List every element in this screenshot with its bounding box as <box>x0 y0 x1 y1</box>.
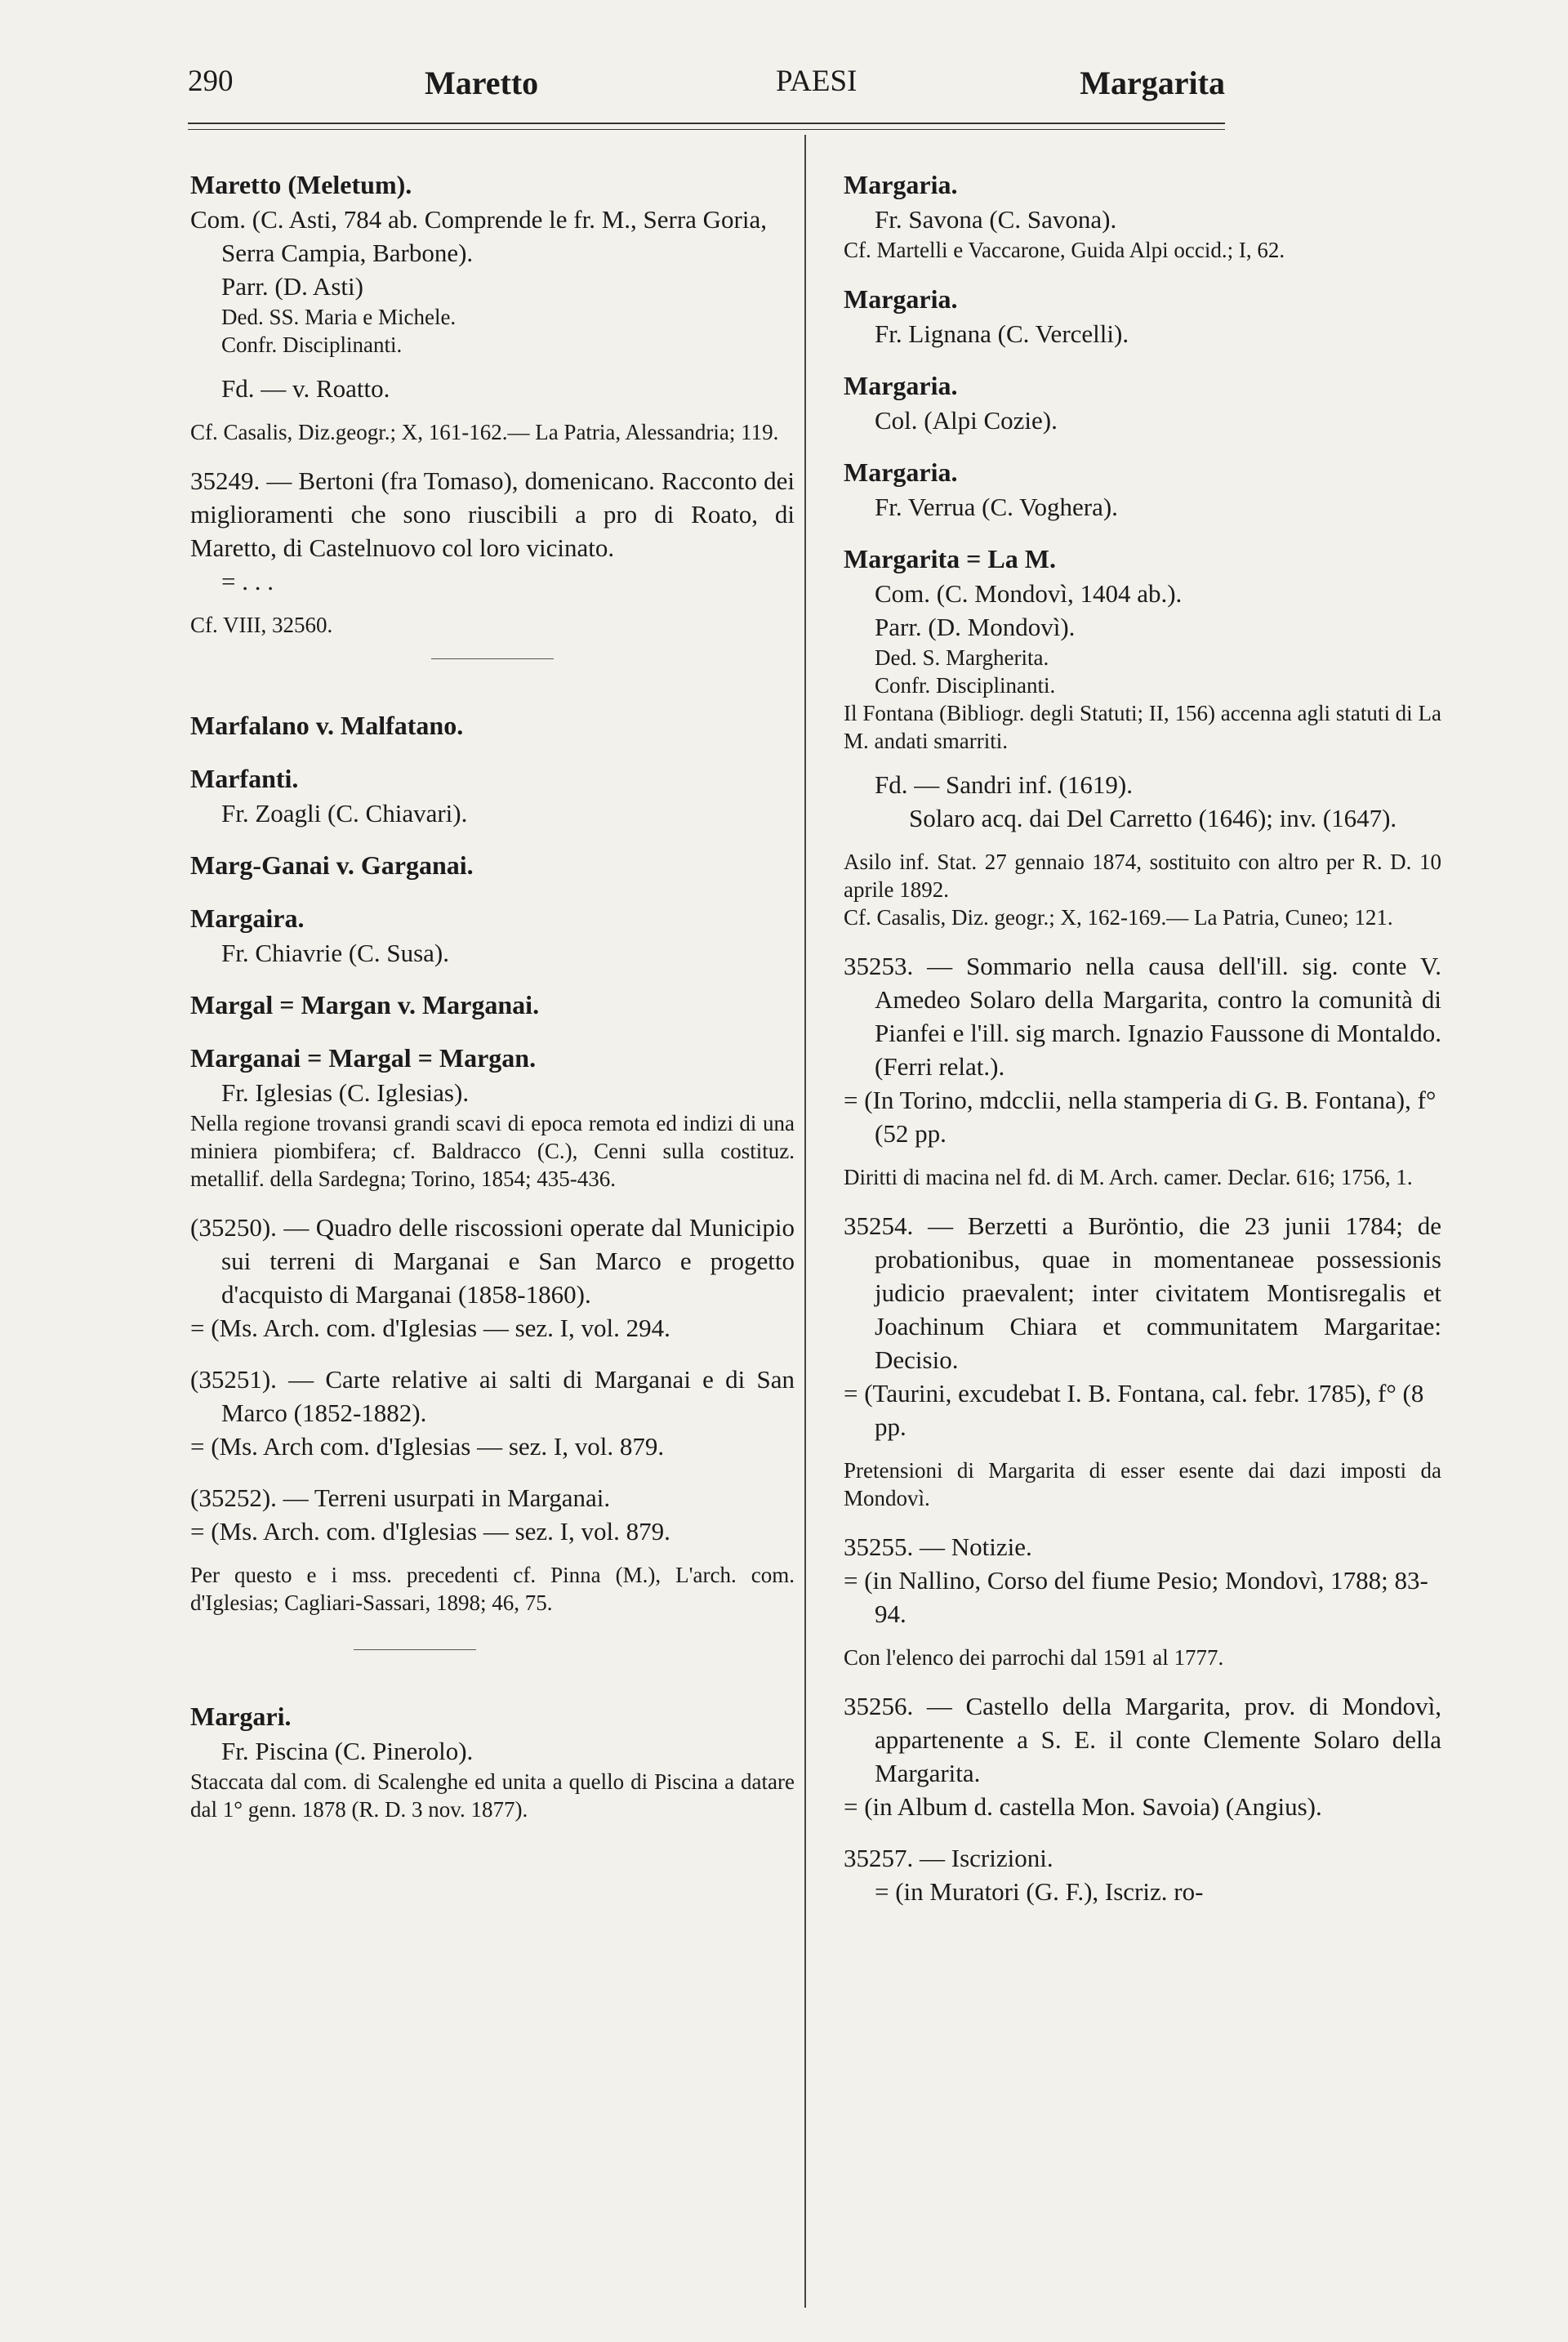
entry-line: Fr. Savona (C. Savona). <box>875 205 1117 234</box>
entry-title: Maretto (Meletum). <box>190 170 412 199</box>
entry-citation: Cf. VIII, 32560. <box>190 613 333 637</box>
entry-title: Margarita = La M. <box>844 544 1056 573</box>
header-left-term: Maretto <box>425 65 539 101</box>
entry-line: Solaro acq. dai Del Carretto (1646); inv. (1647). <box>909 804 1397 832</box>
entry-line: = (Ms. Arch. com. d'Iglesias — sez. I, vol. 294. <box>190 1314 670 1342</box>
entry-line: Fr. Verrua (C. Voghera). <box>875 493 1118 521</box>
entry-text: 35254. — Berzetti a Buröntio, die 23 junii 1784; de probationibus, quae in momentaneae possessionis judicio praevalent; inter civitatem Montisregalis et Joachinum Chiara et communitatem Margaritae: Decisio. <box>844 1211 1441 1374</box>
entry-text: (35252). — Terreni usurpati in Marganai. <box>190 1483 611 1512</box>
entry-marg-ganai <box>190 848 795 883</box>
entry-line: Com. (C. Asti, 784 ab. Comprende le fr. M., Serra Goria, Serra Campia, Barbone). <box>190 205 768 267</box>
entry-title: Margaira. <box>190 903 305 933</box>
entry-line: Parr. (D. Asti) <box>221 272 363 301</box>
entry-line: = (Taurini, excudebat I. B. Fontana, cal. febr. 1785), f° (8 pp. <box>844 1379 1424 1441</box>
entry-text: (35250). — Quadro delle riscossioni operate dal Municipio sui terreni di Marganai e San Marco e progetto d'acquisto di Marganai (1858-1860). <box>190 1213 795 1309</box>
entry-35250 <box>190 1211 795 1345</box>
separator <box>354 1649 476 1650</box>
entry-35254 <box>844 1209 1441 1512</box>
entry-title: Marg-Ganai v. Garganai. <box>190 850 474 880</box>
entry-title: Marfanti. <box>190 764 299 793</box>
entry-citation: Cf. Martelli e Vaccarone, Guida Alpi occid.; I, 62. <box>844 238 1285 262</box>
entry-marganai <box>190 1041 795 1193</box>
entry-title: Marganai = Margal = Margan. <box>190 1043 537 1073</box>
entry-line: Col. (Alpi Cozie). <box>875 406 1058 435</box>
entry-35257 <box>844 1841 1441 1908</box>
entry-line: = (in Muratori (G. F.), Iscriz. ro- <box>875 1877 1204 1906</box>
entry-note: Il Fontana (Bibliogr. degli Statuti; II, 156) accenna agli statuti di La M. andati smarriti. <box>844 701 1441 753</box>
entry-margari <box>190 1699 795 1823</box>
entry-text: 35256. — Castello della Margarita, prov. di Mondovì, appartenente a S. E. il conte Clemente Solaro della Margarita. <box>844 1692 1441 1787</box>
entry-35256 <box>844 1689 1441 1823</box>
entry-35253 <box>844 949 1441 1191</box>
separator <box>431 658 554 659</box>
entry-margaria-col <box>844 368 1441 437</box>
entry-title: Margal = Margan v. Marganai. <box>190 990 540 1019</box>
right-column <box>844 167 1441 1908</box>
entry-35252 <box>190 1481 795 1617</box>
entry-35251 <box>190 1363 795 1463</box>
entry-line: Fr. Lignana (C. Vercelli). <box>875 319 1129 348</box>
entry-marfanti <box>190 761 795 830</box>
entry-note: Con l'elenco dei parrochi dal 1591 al 1777. <box>844 1645 1224 1670</box>
entry-line: Confr. Disciplinanti. <box>875 673 1056 698</box>
entry-text: (35251). — Carte relative ai salti di Marganai e di San Marco (1852-1882). <box>190 1365 795 1427</box>
entry-line: = (In Torino, mdcclii, nella stamperia di G. B. Fontana), f° (52 pp. <box>844 1086 1437 1148</box>
entry-margaira <box>190 901 795 970</box>
entry-line: Fr. Chiavrie (C. Susa). <box>221 939 449 967</box>
entry-35249 <box>190 464 795 639</box>
entry-note: Nella regione trovansi grandi scavi di epoca remota ed indizi di una miniera piombifera; cf. Baldracco (C.), Cenni sulla costituz. metallif. della Sardegna; Torino, 1854; 435-436. <box>190 1111 795 1191</box>
entry-title: Margaria. <box>844 170 958 199</box>
entry-line: Ded. SS. Maria e Michele. <box>221 305 457 329</box>
entry-title: Margaria. <box>844 371 958 400</box>
entry-35255 <box>844 1530 1441 1671</box>
entry-title: Margari. <box>190 1702 292 1731</box>
running-header <box>188 64 1225 113</box>
entry-line: = (in Album d. castella Mon. Savoia) (Angius). <box>844 1792 1322 1821</box>
header-right-term: Margarita <box>1080 65 1225 101</box>
entry-line: Parr. (D. Mondovì). <box>875 613 1076 641</box>
entry-text: 35255. — Notizie. <box>844 1532 1032 1561</box>
header-rule-top <box>188 123 1225 124</box>
entry-line: Fd. — v. Roatto. <box>221 374 390 403</box>
entry-note: Asilo inf. Stat. 27 gennaio 1874, sostituito con altro per R. D. 10 aprile 1892. <box>844 850 1441 902</box>
entry-note: Diritti di macina nel fd. di M. Arch. camer. Declar. 616; 1756, 1. <box>844 1165 1413 1189</box>
header-section: PAESI <box>776 65 858 98</box>
entry-text: 35253. — Sommario nella causa dell'ill. sig. conte V. Amedeo Solaro della Margarita, contro la comunità di Pianfei e l'ill. sig march. Ignazio Faussone di Montaldo. (Ferri relat.). <box>844 952 1441 1081</box>
entry-line: = . . . <box>221 567 274 596</box>
entry-maretto <box>190 167 795 446</box>
entry-line: Fr. Zoagli (C. Chiavari). <box>221 799 468 828</box>
entry-note: Per questo e i mss. precedenti cf. Pinna (M.), L'arch. com. d'Iglesias; Cagliari-Sassari, 1898; 46, 75. <box>190 1563 795 1615</box>
entry-margarita <box>844 542 1441 931</box>
page-number: 290 <box>188 65 234 98</box>
entry-line: = (Ms. Arch. com. d'Iglesias — sez. I, vol. 879. <box>190 1517 670 1546</box>
entry-line: Com. (C. Mondovì, 1404 ab.). <box>875 579 1183 608</box>
entry-line: = (Ms. Arch com. d'Iglesias — sez. I, vol. 879. <box>190 1432 665 1461</box>
entry-line: Ded. S. Margherita. <box>875 645 1049 670</box>
entry-line: Confr. Disciplinanti. <box>221 332 403 357</box>
entry-citation: Cf. Casalis, Diz.geogr.; X, 161-162.— La Patria, Alessandria; 119. <box>190 420 779 444</box>
entry-margaria-verrua <box>844 455 1441 524</box>
entry-text: 35249. — Bertoni (fra Tomaso), domenicano. Racconto dei miglioramenti che sono riuscibili a pro di Roato, di Maretto, di Castelnuovo col loro vicinato. <box>190 466 795 562</box>
entry-line: = (in Nallino, Corso del fiume Pesio; Mondovì, 1788; 83-94. <box>844 1566 1428 1628</box>
entry-text: 35257. — Iscrizioni. <box>844 1844 1054 1872</box>
entry-note: Staccata dal com. di Scalenghe ed unita a quello di Piscina a datare dal 1° genn. 1878 (R. D. 3 nov. 1877). <box>190 1769 795 1822</box>
entry-title: Marfalano v. Malfatano. <box>190 711 464 740</box>
entry-marfalano <box>190 708 795 743</box>
entry-line: Fr. Iglesias (C. Iglesias). <box>221 1078 470 1107</box>
entry-margaria-lignana <box>844 282 1441 350</box>
entry-margal <box>190 988 795 1023</box>
entry-line: Fd. — Sandri inf. (1619). <box>875 770 1134 799</box>
entry-margaria-savona <box>844 167 1441 264</box>
header-rule-bottom <box>188 129 1225 130</box>
column-divider <box>804 135 806 2308</box>
entry-title: Margaria. <box>844 457 958 487</box>
entry-line: Fr. Piscina (C. Pinerolo). <box>221 1737 474 1765</box>
entry-title: Margaria. <box>844 284 958 314</box>
left-column <box>190 167 795 1823</box>
entry-note: Pretensioni di Margarita di esser esente dai dazi imposti da Mondovì. <box>844 1458 1441 1510</box>
entry-citation: Cf. Casalis, Diz. geogr.; X, 162-169.— La Patria, Cuneo; 121. <box>844 905 1393 930</box>
